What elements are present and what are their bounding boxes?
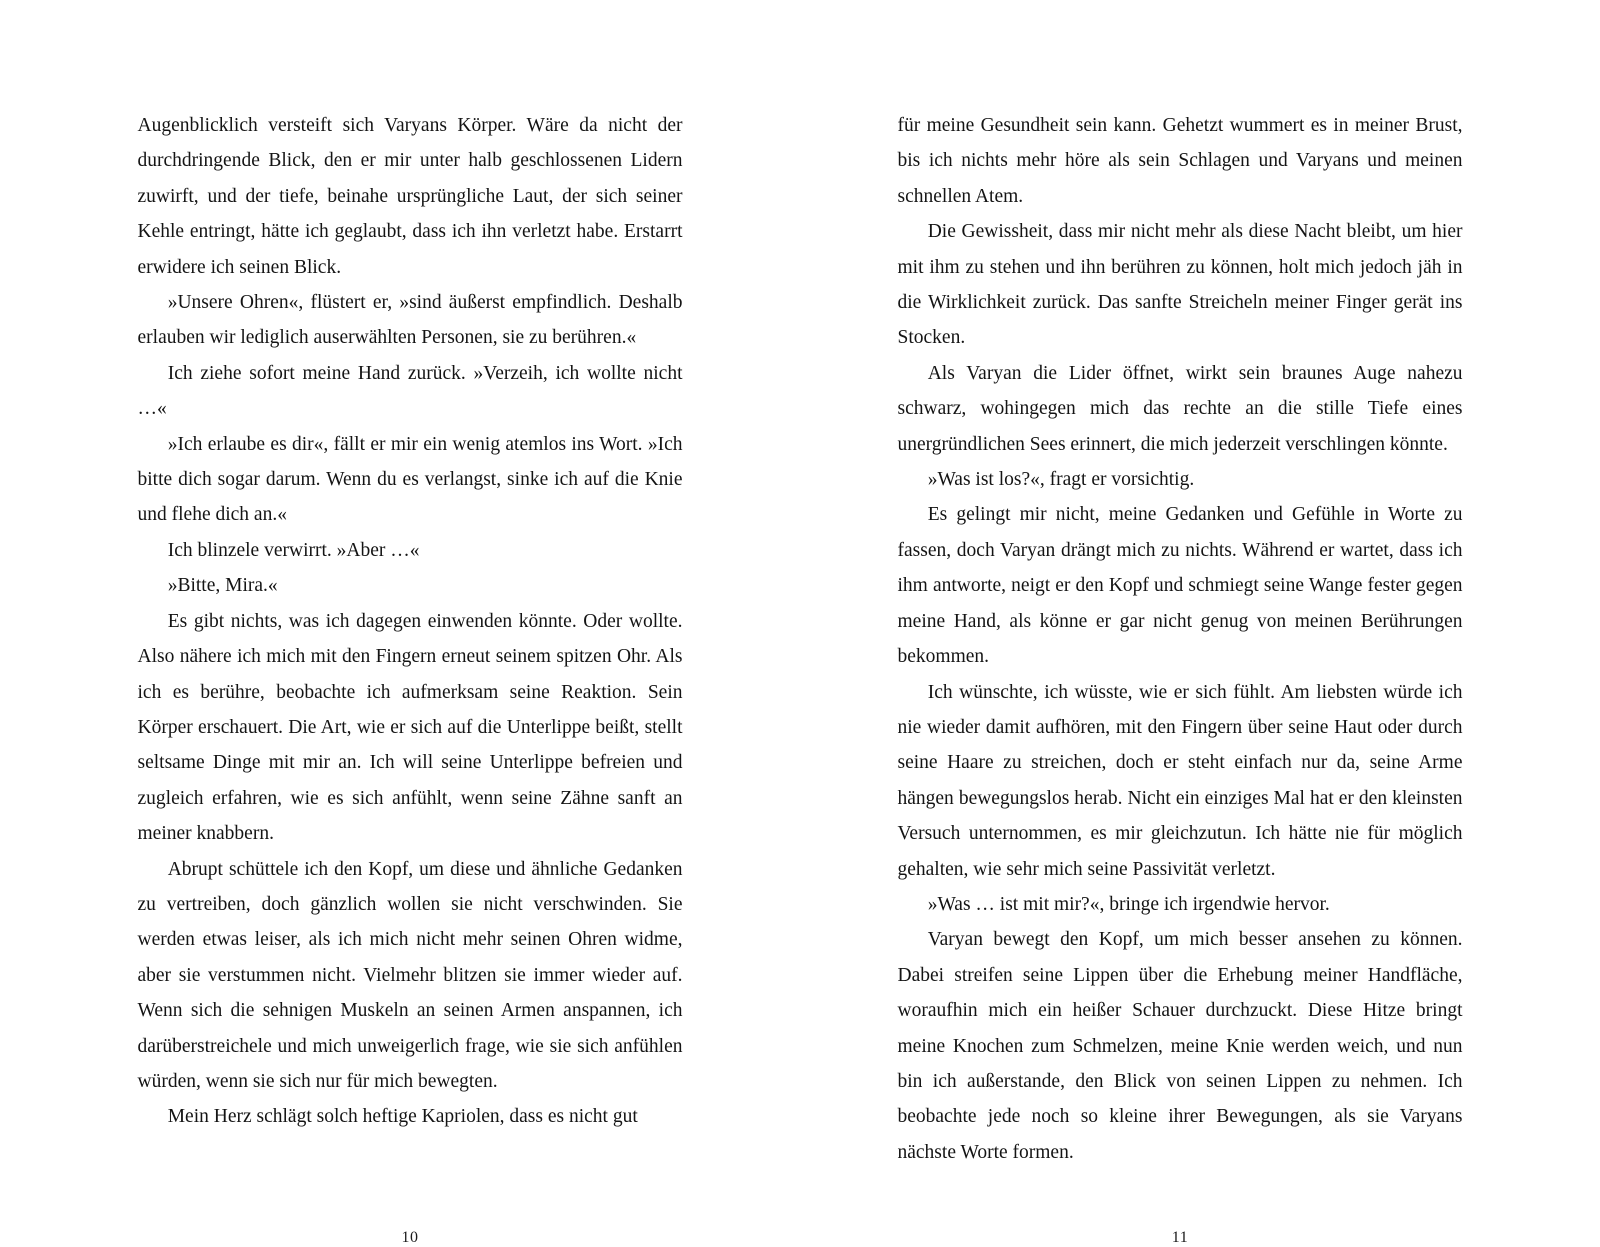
paragraph: »Was ist los?«, fragt er vorsichtig. bbox=[927, 469, 1195, 491]
page-right bbox=[897, 108, 1463, 1246]
paragraph: Varyan bewegt den Kopf, um mich besser ansehen zu können. Dabei streifen seine Lippen über die Erhebung meiner Handfläche, woraufhin mich ein heißer Schauer durchzuckt. Diese Hitze bringt meine Knochen zum Schmelzen, meine Knie werden weich, und nun bin ich außerstande, den Blick von seinen Lippen zu nehmen. Ich beobachte jede noch so kleine ihrer Bewegungen, als sie Varyans nächste Worte formen. bbox=[897, 929, 1463, 1163]
paragraph: Die Gewissheit, dass mir nicht mehr als diese Nacht bleibt, um hier mit ihm zu stehen und ihn berühren zu können, holt mich jedoch jäh in die Wirklichkeit zurück. Das sanfte Streicheln meiner Finger gerät ins Stocken. bbox=[897, 221, 1463, 349]
page-number-right: 11 bbox=[1171, 1229, 1189, 1246]
paragraph: Abrupt schüttele ich den Kopf, um diese und ähnliche Gedanken zu vertreiben, doch gänzlich wollen sie nicht verschwinden. Sie werden etwas leiser, als ich mich nicht mehr seinen Ohren widme, aber sie verstummen nicht. Vielmehr blitzen sie immer wieder auf. Wenn sich die sehnigen Muskeln an seinen Armen anspannen, ich darüberstreichele und mich unweigerlich frage, wie sie sich anfühlen würden, wenn sie sich nur für mich bewegten. bbox=[137, 858, 683, 1092]
paragraph: Ich blinzele verwirrt. »Aber …« bbox=[167, 539, 420, 561]
page-left bbox=[137, 108, 683, 1246]
paragraph: »Ich erlaube es dir«, fällt er mir ein wenig atemlos ins Wort. »Ich bitte dich sogar darum. Wenn du es verlangst, sinke ich auf die Knie und flehe dich an.« bbox=[137, 433, 683, 526]
paragraph: Augenblicklich versteift sich Varyans Körper. Wäre da nicht der durchdringende Blick, den er mir unter halb geschlossenen Lidern zuwirft, und der tiefe, beinahe ursprüngliche Laut, der sich seiner Kehle entringt, hätte ich geglaubt, dass ich ihn verletzt habe. Erstarrt erwidere ich seinen Blick. bbox=[137, 115, 683, 278]
paragraph: »Unsere Ohren«, flüstert er, »sind äußerst empfindlich. Deshalb erlauben wir lediglich auserwählten Personen, sie zu berühren.« bbox=[137, 292, 683, 349]
page-number-left: 10 bbox=[401, 1229, 419, 1246]
paragraph: »Bitte, Mira.« bbox=[167, 575, 278, 597]
paragraph: Mein Herz schlägt solch heftige Kapriolen, dass es nicht gut bbox=[167, 1106, 638, 1128]
left-page-text bbox=[138, 108, 683, 1135]
paragraph: »Was … ist mit mir?«, bringe ich irgendwie hervor. bbox=[927, 893, 1330, 915]
paragraph: für meine Gesundheit sein kann. Gehetzt wummert es in meiner Brust, bis ich nichts mehr höre als sein Schlagen und Varyans und meinen schnellen Atem. bbox=[897, 115, 1463, 207]
right-page-text bbox=[898, 108, 1463, 1170]
paragraph: Ich ziehe sofort meine Hand zurück. »Verzeih, ich wollte nicht …« bbox=[137, 362, 683, 420]
paragraph: Ich wünschte, ich wüsste, wie er sich fühlt. Am liebsten würde ich nie wieder damit aufhören, mit den Fingern über seine Haut oder durch seine Haare zu streichen, doch er steht einfach nur da, seine Arme hängen bewegungslos herab. Nicht ein einziges Mal hat er den kleinsten Versuch unternommen, es mir gleichzutun. Ich hätte nie für möglich gehalten, wie sehr mich seine Passivität verletzt. bbox=[897, 681, 1463, 880]
paragraph: Es gelingt mir nicht, meine Gedanken und Gefühle in Worte zu fassen, doch Varyan drängt mich zu nichts. Während er wartet, dass ich ihm antworte, neigt er den Kopf und schmiegt seine Wange fester gegen meine Hand, als könne er gar nicht genug von meinen Berührungen bekommen. bbox=[897, 504, 1463, 668]
paragraph: Es gibt nichts, was ich dagegen einwenden könnte. Oder wollte. Also nähere ich mich mit den Fingern erneut seinem spitzen Ohr. Als ich es berühre, beobachte ich aufmerksam seine Reaktion. Sein Körper erschauert. Die Art, wie er sich auf die Unterlippe beißt, stellt seltsame Dinge mit mir an. Ich will seine Unterlippe befreien und zugleich erfahren, wie es sich anfühlt, wenn seine Zähne sanft an meiner knabbern. bbox=[137, 610, 683, 845]
paragraph: Als Varyan die Lider öffnet, wirkt sein braunes Auge nahezu schwarz, wohingegen mich das rechte an die stille Tiefe eines unergründlichen Sees erinnert, die mich jederzeit verschlingen könnte. bbox=[897, 362, 1463, 455]
